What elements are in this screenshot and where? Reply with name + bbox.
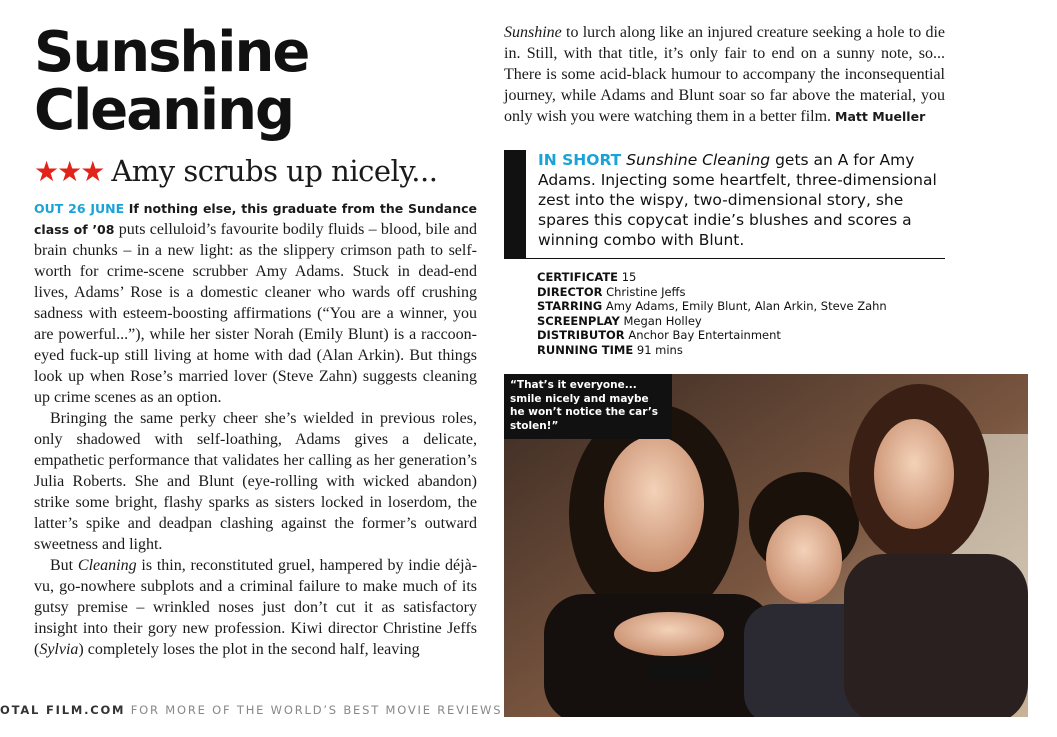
title-line-2: Cleaning xyxy=(34,78,294,143)
article-right-column xyxy=(504,22,945,127)
credit-distributor: DISTRIBUTOR Anchor Bay Entertainment xyxy=(537,328,781,342)
page-footer xyxy=(0,703,502,717)
review-paragraph-3 xyxy=(34,555,477,660)
paragraph-1-text: puts celluloid’s favourite bodily fluids – blood, bile and brain chunks – in a new light: as the slippery crimson path to self-worth for crime-scene scrubber Amy Adams. Stuck in dead-end lives, Adams’ Rose is a domestic cleaner who wards off crushing sadness with esteem-boosting affirmations (“You are a winner, you are powerful...”), while her sister Norah (Emily Blunt) is a raccoon-eyed fuck-up still living at home with dad (Alan Arkin). But things look up when Rose’s married lover (Steve Zahn) suggests cleaning up crime scenes as an option. xyxy=(34,221,478,406)
lead-text: If nothing else, this graduate from the Sundance class of ’08 xyxy=(34,201,478,237)
footer-site-link[interactable]: OTAL FILM.COM xyxy=(0,703,126,717)
star-rating: ★★★ xyxy=(34,155,104,188)
in-short-box xyxy=(504,150,945,259)
p3-film-title: Cleaning xyxy=(77,557,137,574)
p3-text-c-start: ) completely loses the plot in the second half, leaving xyxy=(78,641,420,658)
p3-text-b: is thin, reconstituted gruel, hampered by indie déjà-vu, go-nowhere subplots and a criminal failure to make much of its gutsy premise – wrinkled noses just don’t cut it as satisfactory insight into their gory new profession. Kiwi director Christine Jeffs ( xyxy=(34,557,478,658)
review-body xyxy=(34,198,477,660)
in-short-film-title: Sunshine Cleaning xyxy=(626,151,771,169)
film-credits xyxy=(537,270,937,357)
article-left-column xyxy=(34,20,478,660)
credit-running-time: RUNNING TIME 91 mins xyxy=(537,342,683,357)
credit-starring: STARRING Amy Adams, Emily Blunt, Alan Arkin, Steve Zahn xyxy=(537,299,887,313)
film-still-photo xyxy=(504,374,1028,717)
verdict-row xyxy=(34,154,477,188)
release-date: OUT 26 JUNE xyxy=(34,201,125,216)
review-paragraph-3-continued xyxy=(504,22,945,127)
credit-screenplay: SCREENPLAY Megan Holley xyxy=(537,313,702,328)
review-paragraph-2: Bringing the same perky cheer she’s wielded in previous roles, only shadowed with self-loathing, Adams gives a delicate, empathetic performance that validates her calling as her generation’s Julia Roberts. She and Blunt (eye-rolling with wicked abandon) strike some bright, flashy sparks as sisters locked in loserdom, the latter’s spike and deadpan clashing against the former’s outward sweetness and light. xyxy=(34,410,477,553)
in-short-text: gets an A for Amy Adams. Injecting some heartfelt, three-dimensional zest into the wispy, two-dimensional story, she spares this copycat indie’s blushes and scores a winning combo with Blunt. xyxy=(538,151,937,249)
footer-tagline: FOR MORE OF THE WORLD’S BEST MOVIE REVIEWS xyxy=(130,703,503,717)
title-line-1: Sunshine xyxy=(34,20,309,85)
p3-film-sunshine: Sunshine xyxy=(504,24,562,41)
credit-director: DIRECTOR Christine Jeffs xyxy=(537,284,686,299)
review-paragraph-1 xyxy=(34,198,477,408)
p3-text-a: But xyxy=(50,557,74,574)
p3-film-sylvia: Sylvia xyxy=(39,641,79,658)
photo-caption: “That’s it everyone... smile nicely and maybe he won’t notice the car’s stolen!” xyxy=(504,374,672,439)
author-name: Matt Mueller xyxy=(835,109,926,124)
article-title xyxy=(34,20,477,143)
in-short-label: IN SHORT xyxy=(538,151,622,169)
verdict-tagline: Amy scrubs up nicely... xyxy=(111,154,438,188)
p3-text-d: to lurch along like an injured creature seeking a hole to die in. Still, with that title, it’s only fair to end on a sunny note, so... There is some acid-black humour to accompany the inconsequential journey, while Adams and Blunt soar so far above the material, you only wish you were watching them in a better film. xyxy=(504,24,945,125)
credit-certificate: CERTIFICATE 15 xyxy=(537,270,637,284)
